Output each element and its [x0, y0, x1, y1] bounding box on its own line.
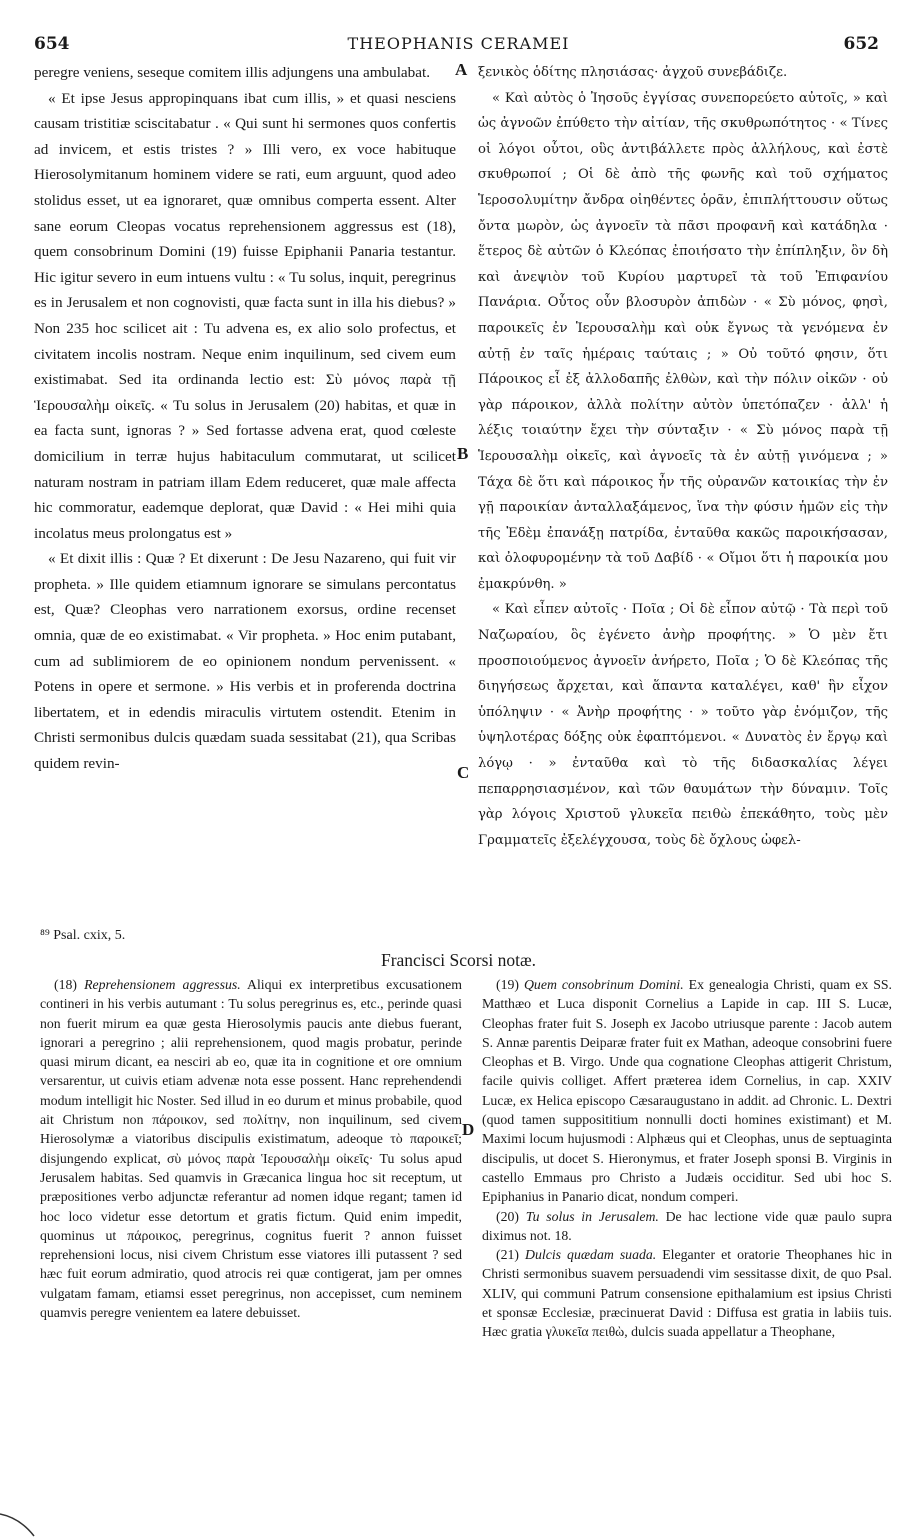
greek-paragraph-2: « Καὶ αὐτὸς ὁ Ἰησοῦς ἐγγίσας συνεπορεύετο αὐτοῖς, » καὶ ὡς ἀγνοῶν ἐπύθετο τὴν αἰτίαν, τῆς σκυθρωπότητος · « Τίνες οἱ λόγοι οὗτοι, οὓς ἀντιβάλλετε πρὸς ἀλλήλους, καὶ ἐστὲ σκυθρωποί ; Οἱ δὲ ἀπὸ τῆς φωνῆς καὶ τοῦ σχήματος Ἱεροσολυμίτην ἄνδρα οἰηθέντες ὁρᾶν, ἐπιπλήττουσιν οὕτως ὄντα μωρὸν, ὡς ἀγνοεῖν τὰ πᾶσι προφανῆ καὶ κατάδηλα · ἕτερος δὲ αὐτῶν ὁ Κλεόπας ἐποιήσατο τὴν ἐπίπληξιν, ὃν δὴ καὶ ἀνεψιὸν τοῦ Κυρίου μαρτυρεῖ τὰ τοῦ Ἐπιφανίου Πανάρια. Οὗτος οὖν βλοσυρὸν ἀπιδὼν · « Σὺ μόνος, φησὶ, παροικεῖς ἐν Ἱερουσαλὴμ καὶ οὐκ ἔγνως τὰ γενόμενα ἐν αὐτῇ ἐν ταῖς ἡμέραις ταύταις ; » Οὐ τοῦτό φησιν, ὅτι Πάροικος εἶ ἐξ ἀλλοδαπῆς ἐλθὼν, καὶ τὴν πόλιν οἰκῶν · οὐ γὰρ πάροικον, ἀλλὰ πολίτην αὐτὸν ὑπετόπαζεν · ἀλλ' ἡ λέξις τοιαύτην ἔχει τὴν σύνταξιν · « Σὺ μόνος παρὰ τῇ Ἱερουσαλὴμ οἰκεῖς, καὶ ἀγνοεῖς τὰ ἐν αὐτῇ γινόμενα ; » Τάχα δὲ ὅτι καὶ πάροικος ἦν τῆς οὐρανῶν κατοικίας τὴν ἐν γῇ παροικίαν ἀνταλλαξάμενος, ἵνα τὴν φύσιν ἡμῶν εἰς τὴν τῆς Ἐδὲμ ἐπανάξῃ πατρίδα, ἐνταῦθα κακῶς παροικήσασαν, καὶ ὀλοφυρομένην τὰ τοῦ Δαβίδ · « Οἴμοι ὅτι ἡ παροικία μου ἐμακρύνθη. » — [478, 90, 888, 592]
note-18 — [40, 975, 462, 1322]
note-19 — [482, 975, 892, 1207]
page-number-left: 654 — [34, 34, 70, 54]
latin-paragraph-3: « Et dixit illis : Quæ ? Et dixerunt : De Jesu Nazareno, qui fuit vir propheta. » Ille quidem etiamnum ignorare se simulans percontatus est, Quæ? Cleophas vero narrationem exorsus, ordine recenset omnia, quæ de eo existimabat. « Vir propheta. » Hoc enim putabant, cum ad sublimiorem de eo opinionem nondum pervenissent. « Potens in opere et sermone. » His verbis et in proferenda doctrina libertatem, et in edendis miraculis virtutem ostendit. Etenim in Christi sermonibus dulcis quædam suada sessitabat (21), qua Scribas quidem revin- — [34, 550, 456, 773]
greek-text-column — [478, 60, 888, 853]
latin-paragraph-2: « Et ipse Jesus appropinquans ibat cum illis, » et quasi nesciens causam tristitiæ sciscitabatur . « Qui sunt hi sermones quos confertis ad invicem, et estis tristes ? » Illi vero, ex voce habituque Hierosolymitanum hominem videre se rati, eum arguunt, quod adeo stolidus esset, ut ea ignoraret, quæ omnibus comperta essent. Alter sane eorum Cleopas vocatus reprehensionem aggressus est (18), quem consobrinum Domini (19) fuisse Epiphanii Panaria testantur. Hic igitur severo in eum intuens vultu : « Tu solus, inquit, peregrinus es in Jerusalem et non cognovisti, quæ facta sunt in illa his diebus? » Non 235 hoc scilicet ait : Tu advena es, ex alio solo profectus, et civitatem incolis nostram. Neque enim inquilinum, sed civem eum existimabat. Sed ita ordinanda lectio est: Σὺ μόνος παρὰ τῇ Ἱερουσαλὴμ οἰκεῖς. « Tu solus in Jerusalem (20) habitas, et quæ in ea facta sunt, ignoras ? » Sed fortasse advena erat, quod cœleste domicilium in terræ hujus habitaculum commutarat, ut scilicet naturam nostram in patriam illam Edem reduceret, quæ male affecta hic commoratur, eademque deplorat, quæ David : « Hei mihi quia incolatus meus prolongatus est » — [34, 89, 456, 542]
note-19-number: (19) — [496, 977, 519, 992]
note-21-lemma: Dulcis quædam suada. — [525, 1247, 657, 1263]
note-20-number: (20) — [496, 1208, 519, 1224]
greek-paragraph-1: ξενικὸς ὁδίτης πλησιάσας· ἀγχοῦ συνεβάδιζε. — [478, 65, 788, 80]
page-number-right: 652 — [843, 34, 879, 54]
note-18-lemma: Reprehensionem aggressus. — [84, 977, 241, 992]
note-19-lemma: Quem consobrinum Domini. — [523, 977, 684, 992]
scan-artifact-mark — [0, 1508, 46, 1538]
margin-letter-b: B — [457, 444, 469, 463]
note-21 — [482, 1245, 892, 1341]
greek-paragraph-3: « Καὶ εἶπεν αὐτοῖς · Ποῖα ; Οἱ δὲ εἶπον αὐτῷ · Τὰ περὶ τοῦ Ναζωραίου, ὃς ἐγένετο ἀνὴρ προφήτης. » Ὁ μὲν ἔτι προσποιούμενος ἀγνοεῖν ἀνήρετο, Ποῖα ; Ὁ δὲ Κλεόπας τῆς διηγήσεως ἄρχεται, καὶ ἅπαντα καταλέγει, καθ' ἣν εἶχον ὑπόληψιν · « Ἀνὴρ προφήτης · » τοῦτο γὰρ ἐνόμιζον, τῆς ὑψηλοτέρας δόξης οὐκ ἐφαπτόμενοι. « Δυνατὸς ἐν ἔργῳ καὶ λόγῳ · » ἐνταῦθα καὶ τὸ τῆς διδασκαλίας λέγει πεπαρρησιασμένον, καὶ τῶν θαυμάτων τὴν δύναμιν. Τοῖς γὰρ λόγοις Χριστοῦ γλυκεῖα πειθὼ ἐπεκάθητο, τοὺς μὲν Γραμματεῖς ἐξελέγχουσα, τοὺς δὲ ὄχλους ὠφελ- — [478, 602, 888, 848]
latin-paragraph-1: peregre veniens, seseque comitem illis adjungens una ambulabat. — [34, 64, 431, 81]
note-21-text: Eleganter et oratorie Theophanes hic in Christi sermonibus suavem persuadendi vim sessitasse dixit, de quo Psal. XLIV, qui communi Patrum consensione epithalamium est ipsius Christi et sponsæ Ecclesiæ, præcinuerat David : Diffusa est gratia in labiis tuis. Hæc gratia γλυκεῖα πειθὼ, dulcis suada appellatur a Theophane, — [482, 1247, 893, 1340]
note-21-number: (21) — [496, 1247, 519, 1263]
note-20-lemma: Tu solus in Jerusalem. — [525, 1208, 659, 1224]
running-title: THEOPHANIS CERAMEI — [347, 34, 570, 53]
page-header — [0, 34, 917, 56]
notes-right-column — [482, 975, 892, 1342]
note-20 — [482, 1207, 892, 1246]
latin-text-column — [34, 60, 456, 777]
note-18-text: Aliqui ex interpretibus excusationem contineri in his verbis autumant : Tu solus peregrinus es, etc., perinde quasi non fuerit mirum ea quæ gesta Hierosolymis paucis ante diebus fuerant, ignorari a peregrino ; alii reprehensionem, quod magis probatur, perinde quasi mirum dicant, ea nesciri ab eo, quæ ita in cognitione et ore omnium versarentur, ut cuivis etiam advenæ nota esse possent. Hanc reprehendendi modum intelligit hic Noster. Sed illud in eo durum et minus probabile, quod ait Christum non πάροικον, sed πολίτην, non inquilinum, sed civem Hierosolymæ a viatoribus discipulis existimatum, adeoque τὸ παροικεῖ; disjungendo explicat, σὺ μόνος παρὰ Ἱερουσαλὴμ οἰκεῖς· Tu solus apud Jerusalem habitas. Sed quamvis in Græcanica lingua hoc sit receptum, ut præpositiones verbo adjunctæ referantur ad nomen idque regant; tamen id hoc loco videtur esse detortum et gratis fictum. Quid enim impedit, quominus ut πάροικος, peregrinus, cognitus fuerit ? annon fuisset reprehensioni locus, nisi civem Christum esse viatores illi putassent ? sed hæc fuit eorum admiratio, quod atrocis rei quæ contigerat, jam per omnes vulgatam famam, etiamsi esset peregrinus, non accepisset, cum neminem quamvis peregre venientem ea latere debuisset. — [40, 977, 462, 1321]
note-20-text: De hac lectione vide quæ paulo supra diximus not. 18. — [482, 1208, 892, 1243]
note-19-text: Ex genealogia Christi, quam ex SS. Matthæo et Luca disponit Cornelius a Lapide in cap. III S. Lucæ, Cleophas frater fuit S. Joseph ex Jacobo utriusque parente : Jacob autem S. Annæ parentis Deiparæ frater fuit ex Mathan, adeoque consobrini fuere Cleophas et B. Virgo. Unde qua cognatione Cleophas attigerit Christum, facile quivis colliget. Affert præterea idem Cornelius, in cap. XXIV Lucæ, ex Helica episcopo Cæsaraugustano in addit. ad Chronic. L. Dextri (quod tamen supposititium nonnulli docti homines existimant) et M. Maximi locum hujusmodi : Alphæus qui et Cleophas, unus de septuaginta discipulis, ut docet S. Hieronymus, et frater Joseph sponsi B. Virginis in castello Emmaus pro Christo a Judæis occiditur. Sed ubi hoc S. Epiphanius in Panario dicat, nondum comperi. — [482, 977, 892, 1205]
footnote-psalm: ⁸⁹ Psal. cxix, 5. — [40, 928, 126, 943]
margin-letter-a: A — [455, 60, 468, 79]
note-18-number: (18) — [54, 977, 77, 992]
notes-left-column — [40, 975, 462, 1322]
margin-letter-c: C — [457, 763, 470, 782]
notes-title: Francisci Scorsi notæ. — [380, 950, 537, 970]
margin-letter-d: D — [462, 1120, 475, 1139]
